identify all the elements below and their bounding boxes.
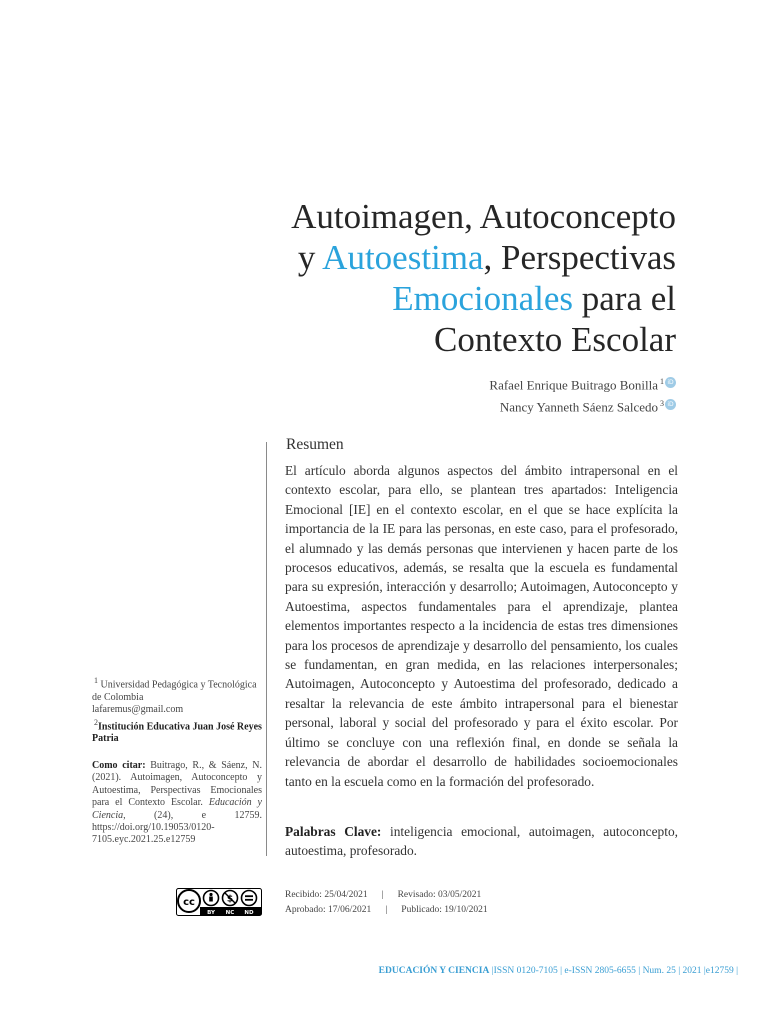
footnote-sup: 1 xyxy=(94,676,98,685)
author-list xyxy=(276,372,676,417)
revised-date: Revisado: 03/05/2021 xyxy=(397,890,482,900)
section-divider xyxy=(266,442,267,856)
svg-text:$: $ xyxy=(226,894,234,905)
footnote-email[interactable]: lafaremus@gmail.com xyxy=(92,704,184,716)
journal-footer xyxy=(379,966,738,976)
keywords-text: inteligencia emocional, autoimagen, autoconcepto, autoestima, profesorado. xyxy=(285,824,678,859)
author-affil-sup: 1 xyxy=(660,377,664,386)
abstract-heading: Resumen xyxy=(286,436,344,453)
footnote-sup: 2 xyxy=(94,717,98,727)
dates-row-2 xyxy=(285,903,488,918)
footnote-2-text: Institución Educativa Juan José Reyes Patria xyxy=(92,720,262,745)
citation-issue: (24), e 12759. xyxy=(125,809,262,821)
nd-icon xyxy=(242,891,257,906)
keywords-label: Palabras Clave: xyxy=(285,824,391,839)
nc-label: NC xyxy=(225,910,235,916)
footer-issn-info: |ISSN 0120-7105 | e-ISSN 2805-6655 | Num. 25 | 2021 |e12759 | xyxy=(489,966,738,976)
title-line-4: Contexto Escolar xyxy=(433,320,676,359)
citation-journal: Educación y Ciencia, xyxy=(92,797,262,821)
received-date: Recibido: 25/04/2021 xyxy=(285,890,368,900)
affiliation-footnotes xyxy=(92,675,262,746)
dates-row-1 xyxy=(285,888,488,903)
cc-license-badge[interactable] xyxy=(176,888,262,916)
title-line-2a: y xyxy=(297,238,323,277)
date-separator: | xyxy=(381,890,384,900)
footnote-2 xyxy=(92,717,262,746)
title-line-2c: , Perspectivas xyxy=(483,238,676,277)
nd-label: ND xyxy=(244,910,254,916)
published-date: Publicado: 19/10/2021 xyxy=(401,905,488,915)
publication-dates xyxy=(285,888,488,918)
footnote-1-text: Universidad Pedagógica y Tecnológica de Colombia xyxy=(92,679,257,703)
footer-journal-name: EDUCACIÓN Y CIENCIA xyxy=(378,966,490,976)
orcid-icon[interactable]: iD xyxy=(665,377,676,388)
abstract-text: El artículo aborda algunos aspectos del ámbito intrapersonal en el contexto escolar, para ello, se plantean tres apartados: Inteligencia Emocional [IE] en el contexto escolar, en el que se hace explícita la importancia de la IE para las personas, en este caso, para el profesorado, el alumnado y las demás personas que intervienen y hacen parte de los procesos educativos, además, se resalta que la escuela es fundamental para su expresión, interacción y desarrollo; Autoimagen, Autoconcepto y Autoestima, aspectos fundamentales para el aprendizaje, plantea elementos importantes respecto a la incidencia de estas tres dimensiones para los procesos de aprendizaje y desarrollo del pensamiento, los cuales se fundamentan, en gran medida, en las relaciones interpersonales; Autoimagen, Autoconcepto y Autoestima del profesorado, dedicado a resaltar la relevancia de este ámbito intrapersonal para el bienestar personal, laboral y social del profesorado y para el éxito escolar. Por último se concluye con una reflexión final, en donde se señala la relevancia de abordar el desarrollo de habilidades socioemocionales tanto en la escuela como en la formación del profesorado. xyxy=(285,463,678,789)
title-accent-autoestima: Autoestima xyxy=(322,238,484,277)
author-2 xyxy=(276,394,676,416)
by-label: BY xyxy=(207,910,215,916)
approved-date: Aprobado: 17/06/2021 xyxy=(285,905,372,915)
article-title xyxy=(216,196,676,360)
author-1 xyxy=(276,372,676,394)
keywords xyxy=(285,822,678,861)
citation-doi-link[interactable]: https://doi.org/10.19053/0120-7105.eyc.2021.25.e12759 xyxy=(92,822,215,846)
orcid-icon[interactable]: iD xyxy=(665,399,676,410)
footnote-1 xyxy=(92,675,262,704)
author-name: Rafael Enrique Buitrago Bonilla xyxy=(489,377,658,393)
cc-glyph: cc xyxy=(183,897,195,908)
date-separator: | xyxy=(385,905,388,915)
author-name: Nancy Yanneth Sáenz Salcedo xyxy=(499,399,658,415)
title-accent-emocionales: Emocionales xyxy=(392,279,574,318)
title-line-3b: para el xyxy=(573,279,676,318)
citation-label: Como citar: xyxy=(92,760,146,771)
citation-block xyxy=(92,760,262,847)
author-affil-sup: 3 xyxy=(660,399,664,409)
title-line-1: Autoimagen, Autoconcepto xyxy=(291,197,676,236)
citation-text: Buitrago, R., & Sáenz, N. (2021). Autoimagen, Autoconcepto y Autoestima, Perspectivas Emocionales para el Contexto Escolar. xyxy=(92,760,262,809)
